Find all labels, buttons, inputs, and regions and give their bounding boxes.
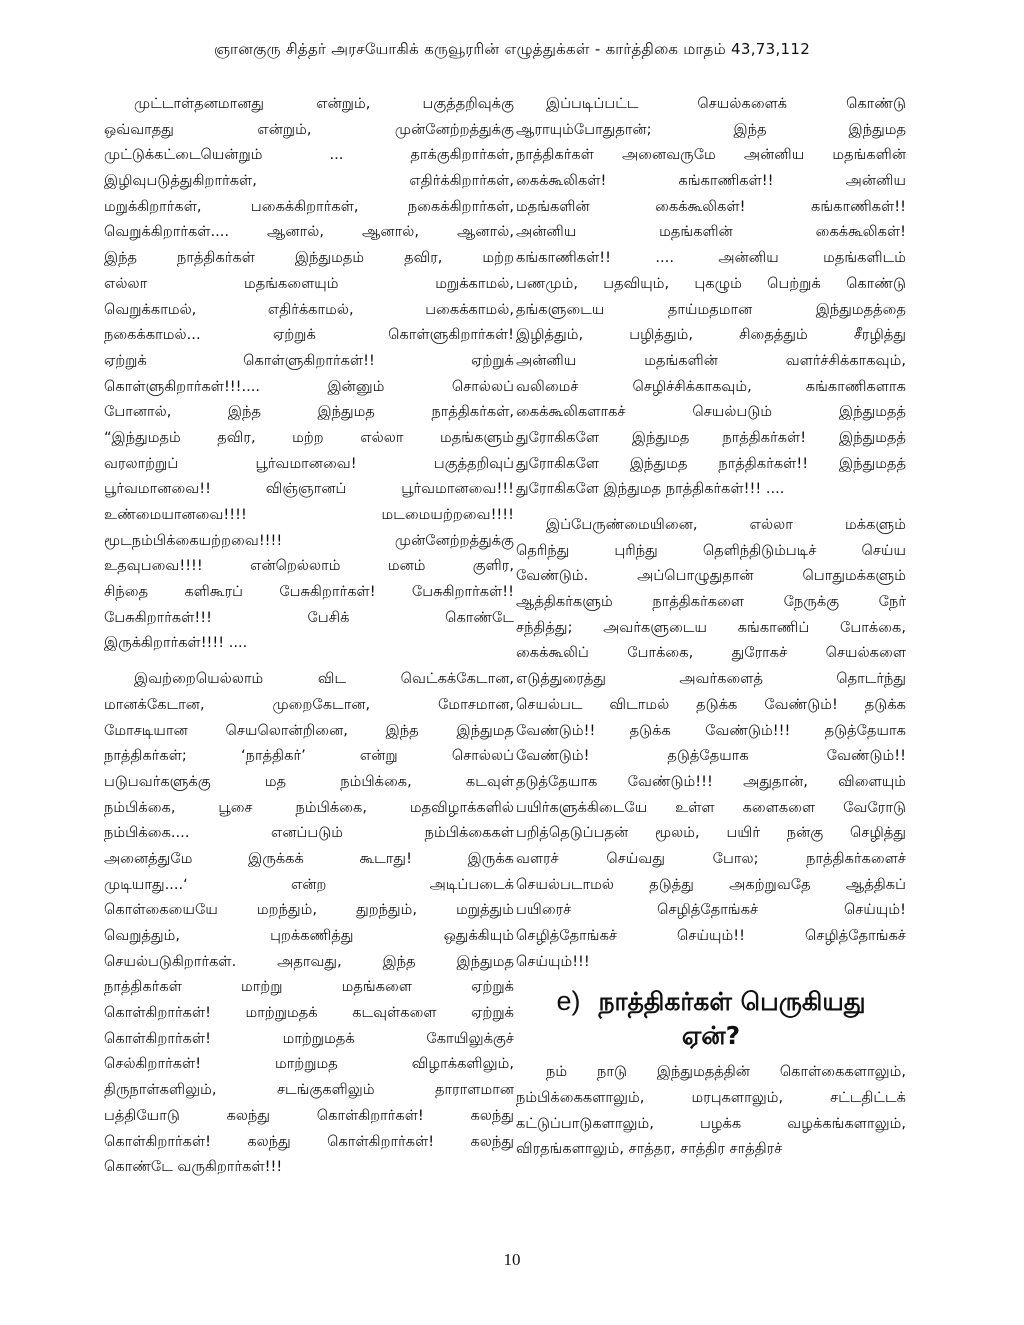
section-heading-line2: ஏன்? [681,1021,741,1051]
text-line: இப்படிப்பட்ட செயல்களைக் கொண்டு [546,95,906,112]
text-line: செய்யும்!!! [516,952,590,970]
text-line: செழித்தோங்கச் செய்யும்!! செழித்தோங்கச் [516,927,906,944]
text-line: பணமும், பதவியும், புகழும் பெற்றுக் கொண்டு [516,274,906,292]
text-line: இருக்கிறார்கள்!!!! .... [104,634,248,652]
text-line: மறுக்கிறார்கள், பகைக்கிறார்கள், நகைக்கிறார்கள், [104,197,514,215]
text-line: கொள்கிறார்கள்! கலந்து கொள்கிறார்கள்! கலந்து [104,1132,514,1150]
text-line: ஆராயும்போதுதான்; இந்த இந்துமத [516,120,906,138]
text-line: கங்காணிகள்!! .... அன்னிய மதங்களிடம் [516,249,906,267]
text-line: எடுத்துரைத்து அவர்களைத் தொடர்ந்து [516,670,906,688]
text-line: இந்த நாத்திகர்கள் இந்துமதம் தவிர, மற்ற [104,249,514,267]
text-line: தடுத்தேயாக வேண்டும்!!! அதுதான், விளையும் [516,772,906,790]
text-line: கைக்கூலிகளாகச் செயல்படும் இந்துமதத் [516,403,906,421]
text-line: நம் நாடு இந்துமதத்தின் கொள்கைகளாலும், [546,1063,906,1081]
text-line: சந்தித்து; அவர்களுடைய கங்காணிப் போக்கை, [516,618,906,636]
text-line: துரோகிகளே இந்துமத நாத்திகர்கள்!! இந்துமதத் [516,454,906,472]
text-line: கொள்கிறார்கள்! மாற்றுமதக் கடவுள்களை ஏற்றுக் [104,1004,514,1022]
text-line: இவற்றையெல்லாம் விட வெட்கக்கேடான, [134,670,514,688]
text-line: மூடநம்பிக்கையற்றவை!!!! முன்னேற்றத்துக்கு [104,531,514,549]
text-line: வலிமைச் செழிச்சிக்காகவும், கங்காணிகளாக [516,377,906,395]
page-number: 10 [503,1250,521,1269]
paragraph [516,512,906,974]
text-line: பத்தியோடு கலந்து கொள்கிறார்கள்! கலந்து [104,1106,514,1124]
text-line: திருநாள்களிலும், சடங்குகளிலும் தாராளமான [104,1081,514,1099]
paragraph [516,1059,906,1162]
text-line: பயிர்களுக்கிடையே உள்ள களைகளை வேரோடு [516,798,906,816]
text-line: முட்டுக்கட்டையென்றும் ... தாக்குகிறார்கள், [104,146,514,164]
text-line: “இந்துமதம் தவிர, மற்ற எல்லா மதங்களும் [104,428,514,446]
text-line: கைக்கூலிப் போக்கை, துரோகச் செயல்களை [516,644,906,662]
text-line: இழிவுபடுத்துகிறார்கள், எதிர்க்கிறார்கள், [104,172,514,190]
text-line: செல்கிறார்கள்! மாற்றுமத விழாக்களிலும், [104,1055,514,1073]
text-line: உண்மையானவை!!!! மடமையற்றவை!!!! [104,506,514,523]
text-line: அனைத்துமே இருக்கக் கூடாது! இருக்க [104,849,514,867]
text-line: மோசடியான செயலொன்றினை, இந்த இந்துமத [104,721,514,739]
text-line: விரதங்களாலும், சாத்தர, சாத்திர சாத்திரச் [516,1140,783,1158]
text-line: கொள்ளுகிறார்கள்!!!.... இன்னும் சொல்லப் [104,377,514,395]
text-line: வெறுத்தும், புறக்கணித்து ஒதுக்கியும் [104,927,514,944]
text-line: கைக்கூலிகள்! கங்காணிகள்!! அன்னிய [516,172,906,190]
text-line: வேண்டும்! தடுத்தேயாக வேண்டும்!! [516,747,906,765]
text-line: வெறுக்காமல், எதிர்க்காமல், பகைக்காமல், [104,300,514,318]
text-line: உதவுபவை!!!! என்றெல்லாம் மனம் குளிர, [104,557,514,575]
text-line: இப்பேருண்மையினை, எல்லா மக்களும் [546,516,906,533]
right-column [516,91,906,1162]
paragraph [104,91,514,656]
text-line: வேண்டும். அப்பொழுதுதான் பொதுமக்களும் [516,567,906,585]
text-line: நம்பிக்கை.... எனப்படும் நம்பிக்கைகள் [104,824,514,842]
paragraph [104,666,514,1180]
text-line: நாத்திகர்கள் அனைவருமே அன்னிய மதங்களின் [516,146,906,164]
text-line: முட்டாள்தனமானது என்றும், பகுத்தறிவுக்கு [134,95,514,112]
text-line: தெரிந்து புரிந்து தெளிந்திடும்படிச் செய்ய [516,541,906,559]
text-line: பறித்தெடுப்பதன் மூலம், பயிர் நன்கு செழித்து [516,824,906,842]
text-line: ஒவ்வாதது என்றும், முன்னேற்றத்துக்கு [104,120,514,138]
text-line: பூர்வமானவை!! விஞ்ஞானப் பூர்வமானவை!!! [104,480,514,498]
text-line: ஏற்றுக் கொள்ளுகிறார்கள்!! ஏற்றுக் [104,351,514,369]
text-line: படுபவர்களுக்கு மத நம்பிக்கை, கடவுள் [104,772,514,790]
text-line: போனால், இந்த இந்துமத நாத்திகர்கள், [104,403,514,421]
text-line: மதங்களின் கைக்கூலிகள்! கங்காணிகள்!! [516,197,906,215]
text-line: முடியாது....‘ என்ற அடிப்படைக் [104,875,514,893]
text-line: கொள்கிறார்கள்! மாற்றுமதக் கோயிலுக்குச் [104,1029,514,1047]
text-line: வரலாற்றுப் பூர்வமானவை! பகுத்தறிவுப் [104,454,514,472]
text-line: நம்பிக்கை, பூசை நம்பிக்கை, மதவிழாக்களில் [104,798,514,816]
text-line: சிந்தை களிகூரப் பேசுகிறார்கள்! பேசுகிறார்கள்!! [104,583,514,601]
section-heading [516,984,906,1053]
text-line: வளரச் செய்வது போல; நாத்திகர்களைச் [516,849,906,867]
text-line: கட்டுப்பாடுகளாலும், பழக்க வழக்கங்களாலும், [516,1114,906,1132]
text-line: நம்பிக்கைகளாலும், மரபுகளாலும், சட்டதிட்டக் [516,1089,906,1107]
text-line: துரோகிகளே இந்துமத நாத்திகர்கள்! இந்துமதத் [516,428,906,446]
running-header: ஞானகுரு சித்தர் அரசயோகிக் கருவூரரின் எழுத்துக்கள் - கார்த்திகை மாதம் 43,73,112 [213,40,811,58]
section-heading-line1: நாத்திகர்கள் பெருகியது [598,987,866,1017]
text-line: ஆத்திகர்களும் நாத்திகர்களை நேருக்கு நேர் [516,593,906,611]
text-line: அன்னிய மதங்களின் கைக்கூலிகள்! [516,223,906,241]
text-line: நகைக்காமல்... ஏற்றுக் கொள்ளுகிறார்கள்! [104,326,514,344]
text-line: வேண்டும்!! தடுக்க வேண்டும்!!! தடுத்தேயாக [516,721,906,739]
text-line: மானக்கேடான, முறைகேடான, மோசமான, [104,695,514,713]
text-line: செயல்படாமல் தடுத்து அகற்றுவதே ஆத்திகப் [516,875,906,893]
text-line: கொள்கையையே மறந்தும், துறந்தும், மறுத்தும் [104,901,514,919]
text-line: நாத்திகர்கள் மாற்று மதங்களை ஏற்றுக் [104,978,514,996]
paragraph [516,91,906,502]
left-column [104,91,514,1180]
text-line: நாத்திகர்கள்; ‘நாத்திகர்’ என்று சொல்லப் [104,747,514,765]
text-line: எல்லா மதங்களையும் மறுக்காமல், [104,274,514,292]
text-line: செயல்படுகிறார்கள். அதாவது, இந்த இந்துமத [104,952,514,970]
text-line: அன்னிய மதங்களின் வளர்ச்சிக்காகவும், [516,351,906,369]
text-line: பயிரைச் செழித்தோங்கச் செய்யும்! [516,901,906,919]
text-line: துரோகிகளே இந்துமத நாத்திகர்கள்!!! .... [516,480,785,498]
text-line: பேசுகிறார்கள்!!! பேசிக் கொண்டே [104,608,514,626]
text-line: தங்களுடைய தாய்மதமான இந்துமதத்தை [516,300,906,318]
text-line: இழித்தும், பழித்தும், சிதைத்தும் சீரழித்து [516,326,906,344]
text-line: செயல்பட விடாமல் தடுக்க வேண்டும்! தடுக்க [516,695,906,713]
text-line: கொண்டே வருகிறார்கள்!!! [104,1158,283,1176]
section-marker: e) [556,986,581,1017]
text-line: வெறுக்கிறார்கள்.... ஆனால், ஆனால், ஆனால், [104,223,514,241]
